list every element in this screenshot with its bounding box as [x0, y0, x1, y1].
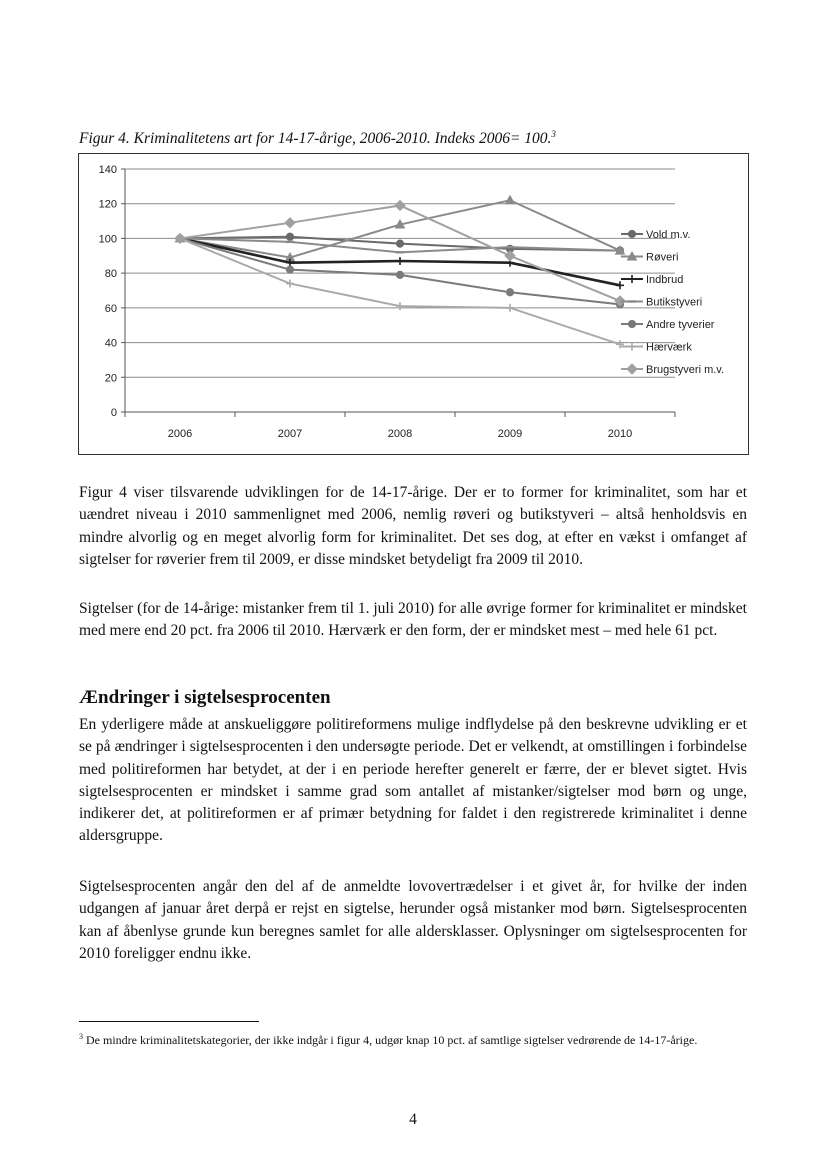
- data-point-s2-4: [616, 281, 624, 289]
- y-tick-label-20: 20: [104, 372, 117, 385]
- paragraph-2: Sigtelser (for de 14-årige: mistanker frem til 1. juli 2010) for alle øvrige former for kriminalitet er mindsket med mere end 20 pct. fra 2006 til 2010. Hærværk er den form, der er mindsket mest – med hele 61 pct.: [79, 600, 747, 640]
- legend-marker-4: [628, 320, 635, 327]
- figure-caption-footnote-ref: 3: [551, 128, 556, 139]
- footnote-divider: [79, 1021, 259, 1022]
- x-tick-label-2010: 2010: [607, 428, 633, 440]
- legend-label-3: Butikstyveri: [646, 296, 703, 309]
- data-point-s5-2: [396, 302, 404, 310]
- y-tick-label-140: 140: [98, 164, 117, 176]
- page-number: 4: [409, 1111, 417, 1128]
- footnote: [79, 1032, 747, 1048]
- section-paragraph-2: Sigtelsesprocenten angår den del af de anmeldte lovovertrædelser i et givet år, for hvilke der inden udgangen af januar året derpå er rejst en sigtelse, herunder også mistanker mod børn. Sigtelsesprocenten kan af åbenlyse grunde kun beregnes samlet for alle aldersklasser. Oplysninger om sigtelsesprocenten for 2010 foreligger endnu ikke.: [79, 878, 747, 962]
- y-tick-label-0: 0: [110, 407, 117, 419]
- figure-caption: [79, 130, 556, 148]
- data-point-s5-3: [506, 304, 514, 312]
- y-tick-label-80: 80: [104, 268, 117, 281]
- paragraph-1: Figur 4 viser tilsvarende udviklingen for de 14-17-årige. Der er to former for kriminalitet, som har et uændret niveau i 2010 sammenlignet med 2006, nemlig røveri og butikstyveri – altså henholdsvis en mindre alvorlig og en meget alvorlig form for kriminalitet. Det ses dog, at efter en vækst i omfanget af sigtelser for røverier frem til 2009, er disse mindsket betydeligt fra 2009 til 2010.: [79, 484, 747, 568]
- footnote-marker: 3: [79, 1032, 83, 1041]
- y-tick-label-60: 60: [104, 302, 117, 315]
- legend-marker-6: [627, 364, 637, 374]
- legend-label-4: Andre tyverier: [646, 319, 715, 331]
- line-chart: [79, 154, 750, 456]
- data-point-s0-1: [286, 233, 293, 240]
- legend-marker-0: [628, 230, 635, 237]
- data-point-s2-2: [396, 257, 404, 265]
- y-tick-label-100: 100: [98, 233, 117, 246]
- legend-label-1: Røveri: [646, 251, 679, 264]
- data-point-s4-1: [286, 266, 293, 273]
- x-tick-label-2008: 2008: [387, 428, 413, 440]
- data-point-s6-2: [395, 200, 405, 210]
- data-point-s6-1: [285, 218, 295, 228]
- y-tick-label-120: 120: [98, 198, 117, 211]
- legend-marker-2: [628, 275, 636, 283]
- legend-label-6: Brugstyveri m.v.: [646, 364, 725, 376]
- data-point-s4-2: [396, 271, 403, 278]
- data-point-s1-3: [506, 196, 515, 204]
- x-tick-label-2006: 2006: [167, 428, 193, 440]
- legend-label-0: Vold m.v.: [646, 229, 691, 241]
- chart-frame: [78, 153, 749, 455]
- section-paragraph-1: En yderligere måde at anskueliggøre politireformens mulige indflydelse på den beskrevne udvikling er et se på ændringer i sigtelsesprocenten i den undersøgte periode. Det er velkendt, at omstillingen i forbindelse med politireformen har betydet, at der i en periode herefter generelt er færre, der er blevet sigtet. Hvis sigtelsesprocenten er mindsket i samme grad som antallet af mistanker/sigtelser mod børn og unge, indikerer det, at politireformen er af primær betydning for faldet i den registrerede kriminalitet i denne aldersgruppe.: [79, 716, 747, 845]
- x-tick-label-2007: 2007: [277, 428, 303, 440]
- y-tick-label-40: 40: [104, 337, 117, 350]
- data-point-s5-1: [286, 280, 294, 288]
- data-point-s0-2: [396, 240, 403, 247]
- data-point-s6-3: [505, 251, 515, 261]
- figure-caption-text: Figur 4. Kriminalitetens art for 14-17-årige, 2006-2010. Indeks 2006= 100.: [79, 130, 552, 147]
- footnote-text: De mindre kriminalitetskategorier, der ikke indgår i figur 4, udgør knap 10 pct. af samtlige sigtelser vedrørende de 14-17-årige.: [86, 1033, 698, 1047]
- legend-label-5: Hærværk: [646, 341, 692, 354]
- x-tick-label-2009: 2009: [497, 428, 523, 440]
- data-point-s4-3: [506, 289, 513, 296]
- legend-label-2: Indbrud: [646, 274, 684, 286]
- section-heading: Ændringer i sigtelsesprocenten: [79, 687, 331, 708]
- legend-marker-5: [628, 343, 636, 351]
